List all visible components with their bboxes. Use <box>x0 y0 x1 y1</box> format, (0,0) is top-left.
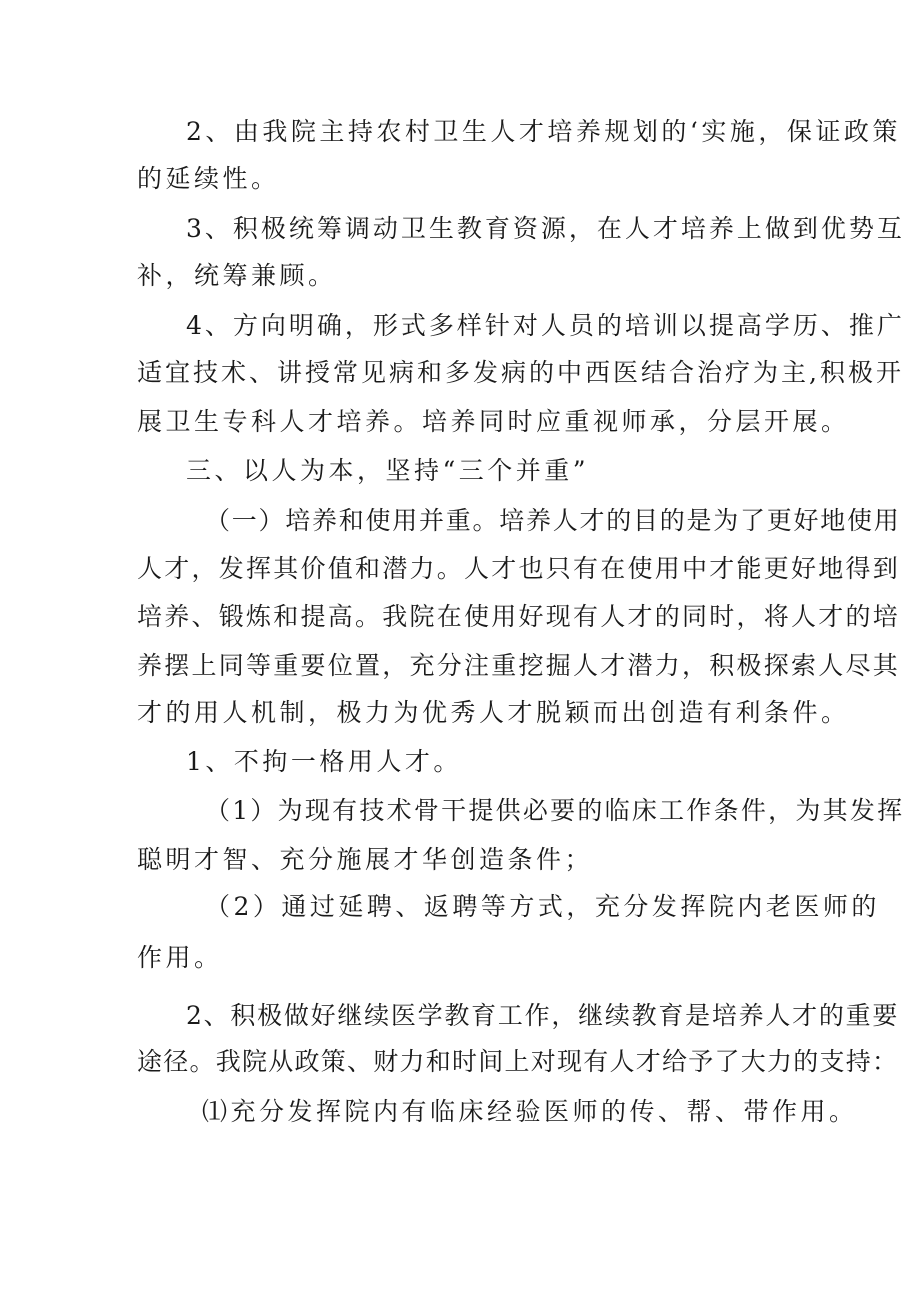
text-line: 3、积极统筹调动卫生教育资源，在人才培养上做到优势互 <box>186 214 905 243</box>
text-line: 适宜技术、讲授常见病和多发病的中西医结合治疗为主,积极开 <box>137 358 904 387</box>
text-line: 才的用人机制，极力为优秀人才脱颖而出创造有利条件。 <box>137 698 850 727</box>
text-line: 养摆上同等重要位置，充分注重挖掘人才潜力，积极探索人尽其 <box>137 651 901 680</box>
text-line: 人才，发挥其价值和潜力。人才也只有在使用中才能更好地得到 <box>137 554 901 583</box>
text-line: 作用。 <box>137 943 223 972</box>
text-line: 4、方向明确，形式多样针对人员的培训以提高学历、推广 <box>186 311 905 340</box>
text-line: 途径。我院从政策、财力和时间上对现有人才给予了大力的支持： <box>137 1047 899 1076</box>
text-line: 1、不拘一格用人才。 <box>186 747 462 776</box>
text-line: 展卫生专科人才培养。培养同时应重视师承，分层开展。 <box>137 407 850 436</box>
text-line: 培养、锻炼和提高。我院在使用好现有人才的同时，将人才的培 <box>137 602 901 631</box>
section-heading: 三、以人为本，坚持“三个并重” <box>186 456 590 485</box>
text-line: （2）通过延聘、返聘等方式，充分发挥院内老医师的 <box>205 892 880 921</box>
text-line: （1）为现有技术骨干提供必要的临床工作条件，为其发挥 <box>205 796 905 825</box>
text-line: （一）培养和使用并重。培养人才的目的是为了更好地使用 <box>205 506 901 535</box>
text-line: ⑴充分发挥院内有临床经验医师的传、帮、带作用。 <box>202 1097 858 1126</box>
text-line: 2、积极做好继续医学教育工作，继续教育是培养人才的重要 <box>186 1001 900 1030</box>
text-line: 2、由我院主持农村卫生人才培养规划的‘实施，保证政策 <box>186 117 901 146</box>
text-line: 补，统筹兼顾。 <box>137 261 337 290</box>
text-line: 的延续性。 <box>137 164 280 193</box>
text-line: 聪明才智、充分施展才华创造条件； <box>137 845 594 874</box>
